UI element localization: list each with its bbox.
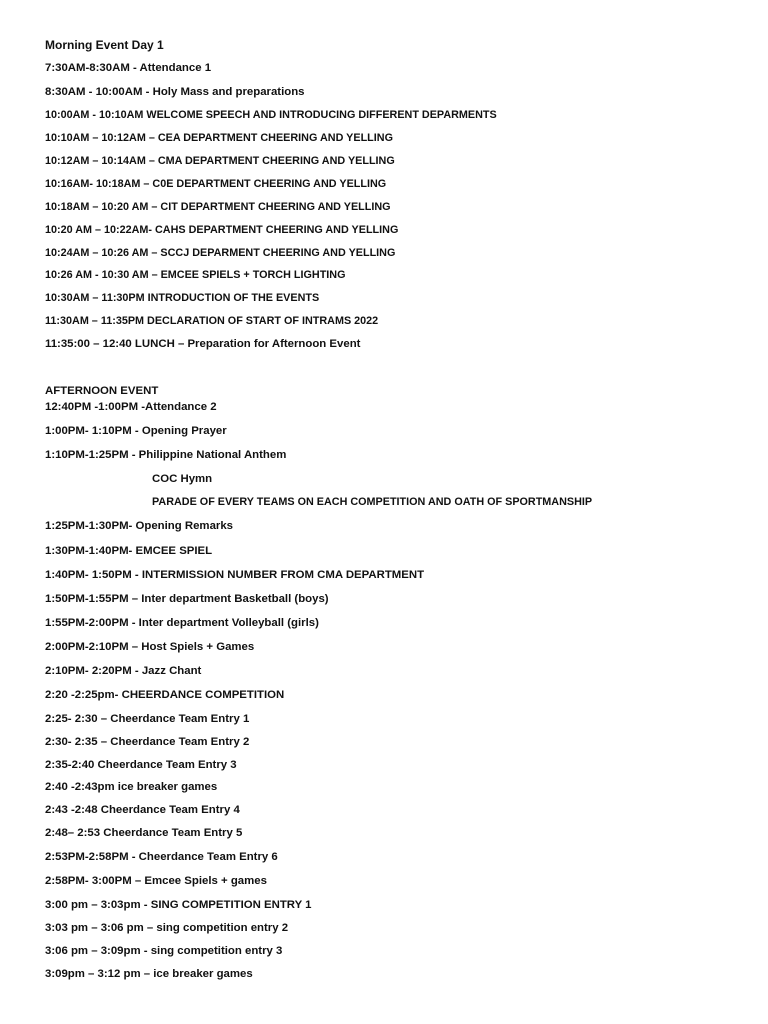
morning-item: 10:10AM – 10:12AM – CEA DEPARTMENT CHEERING AND YELLING (45, 132, 393, 144)
afternoon-item: 2:30- 2:35 – Cheerdance Team Entry 2 (45, 736, 250, 748)
morning-item: 10:26 AM - 10:30 AM – EMCEE SPIELS + TORCH LIGHTING (45, 269, 346, 281)
morning-item: 10:18AM – 10:20 AM – CIT DEPARTMENT CHEERING AND YELLING (45, 201, 391, 213)
afternoon-item: COC Hymn (152, 473, 213, 485)
morning-item: 10:16AM- 10:18AM – C0E DEPARTMENT CHEERING AND YELLING (45, 178, 387, 190)
afternoon-item: 2:00PM-2:10PM – Host Spiels + Games (45, 641, 255, 653)
afternoon-item: 1:55PM-2:00PM - Inter department Volleyball (girls) (45, 617, 319, 629)
afternoon-item: 2:53PM-2:58PM - Cheerdance Team Entry 6 (45, 851, 278, 863)
afternoon-item: 2:25- 2:30 – Cheerdance Team Entry 1 (45, 713, 250, 725)
afternoon-item: 1:25PM-1:30PM- Opening Remarks (45, 520, 234, 532)
afternoon-item: 12:40PM -1:00PM -Attendance 2 (45, 401, 217, 413)
afternoon-heading: AFTERNOON EVENT (45, 385, 159, 397)
afternoon-item: 1:40PM- 1:50PM - INTERMISSION NUMBER FROM CMA DEPARTMENT (45, 569, 425, 581)
morning-item: 11:30AM – 11:35PM DECLARATION OF START OF INTRAMS 2022 (45, 315, 379, 327)
morning-item: 7:30AM-8:30AM - Attendance 1 (45, 62, 212, 74)
morning-item: 10:00AM - 10:10AM WELCOME SPEECH AND INTRODUCING DIFFERENT DEPARMENTS (45, 109, 497, 121)
afternoon-item: PARADE OF EVERY TEAMS ON EACH COMPETITION AND OATH OF SPORTMANSHIP (152, 496, 593, 508)
morning-heading: Morning Event Day 1 (45, 38, 164, 52)
morning-item: 10:12AM – 10:14AM – CMA DEPARTMENT CHEERING AND YELLING (45, 155, 395, 167)
afternoon-item: 2:10PM- 2:20PM - Jazz Chant (45, 665, 202, 677)
afternoon-item: 3:03 pm – 3:06 pm – sing competition entry 2 (45, 922, 289, 934)
afternoon-item: 2:20 -2:25pm- CHEERDANCE COMPETITION (45, 689, 285, 701)
afternoon-item: 1:00PM- 1:10PM - Opening Prayer (45, 425, 227, 437)
afternoon-item: 2:48– 2:53 Cheerdance Team Entry 5 (45, 827, 243, 839)
afternoon-item: 2:43 -2:48 Cheerdance Team Entry 4 (45, 804, 240, 816)
afternoon-item: 1:50PM-1:55PM – Inter department Basketball (boys) (45, 593, 329, 605)
morning-item: 10:24AM – 10:26 AM – SCCJ DEPARMENT CHEERING AND YELLING (45, 247, 396, 259)
afternoon-item: 2:58PM- 3:00PM – Emcee Spiels + games (45, 875, 267, 887)
morning-item: 10:20 AM – 10:22AM- CAHS DEPARTMENT CHEERING AND YELLING (45, 224, 399, 236)
afternoon-item: 3:09pm – 3:12 pm – ice breaker games (45, 968, 253, 980)
afternoon-item: 3:06 pm – 3:09pm - sing competition entry 3 (45, 945, 283, 957)
afternoon-item: 1:10PM-1:25PM - Philippine National Anthem (45, 449, 287, 461)
afternoon-item: 1:30PM-1:40PM- EMCEE SPIEL (45, 545, 213, 557)
morning-item: 11:35:00 – 12:40 LUNCH – Preparation for Afternoon Event (45, 338, 361, 350)
morning-item: 10:30AM – 11:30PM INTRODUCTION OF THE EVENTS (45, 292, 320, 304)
morning-item: 8:30AM - 10:00AM - Holy Mass and preparations (45, 86, 305, 98)
afternoon-item: 2:35-2:40 Cheerdance Team Entry 3 (45, 759, 237, 771)
afternoon-item: 3:00 pm – 3:03pm - SING COMPETITION ENTRY 1 (45, 899, 312, 911)
afternoon-item: 2:40 -2:43pm ice breaker games (45, 781, 218, 793)
